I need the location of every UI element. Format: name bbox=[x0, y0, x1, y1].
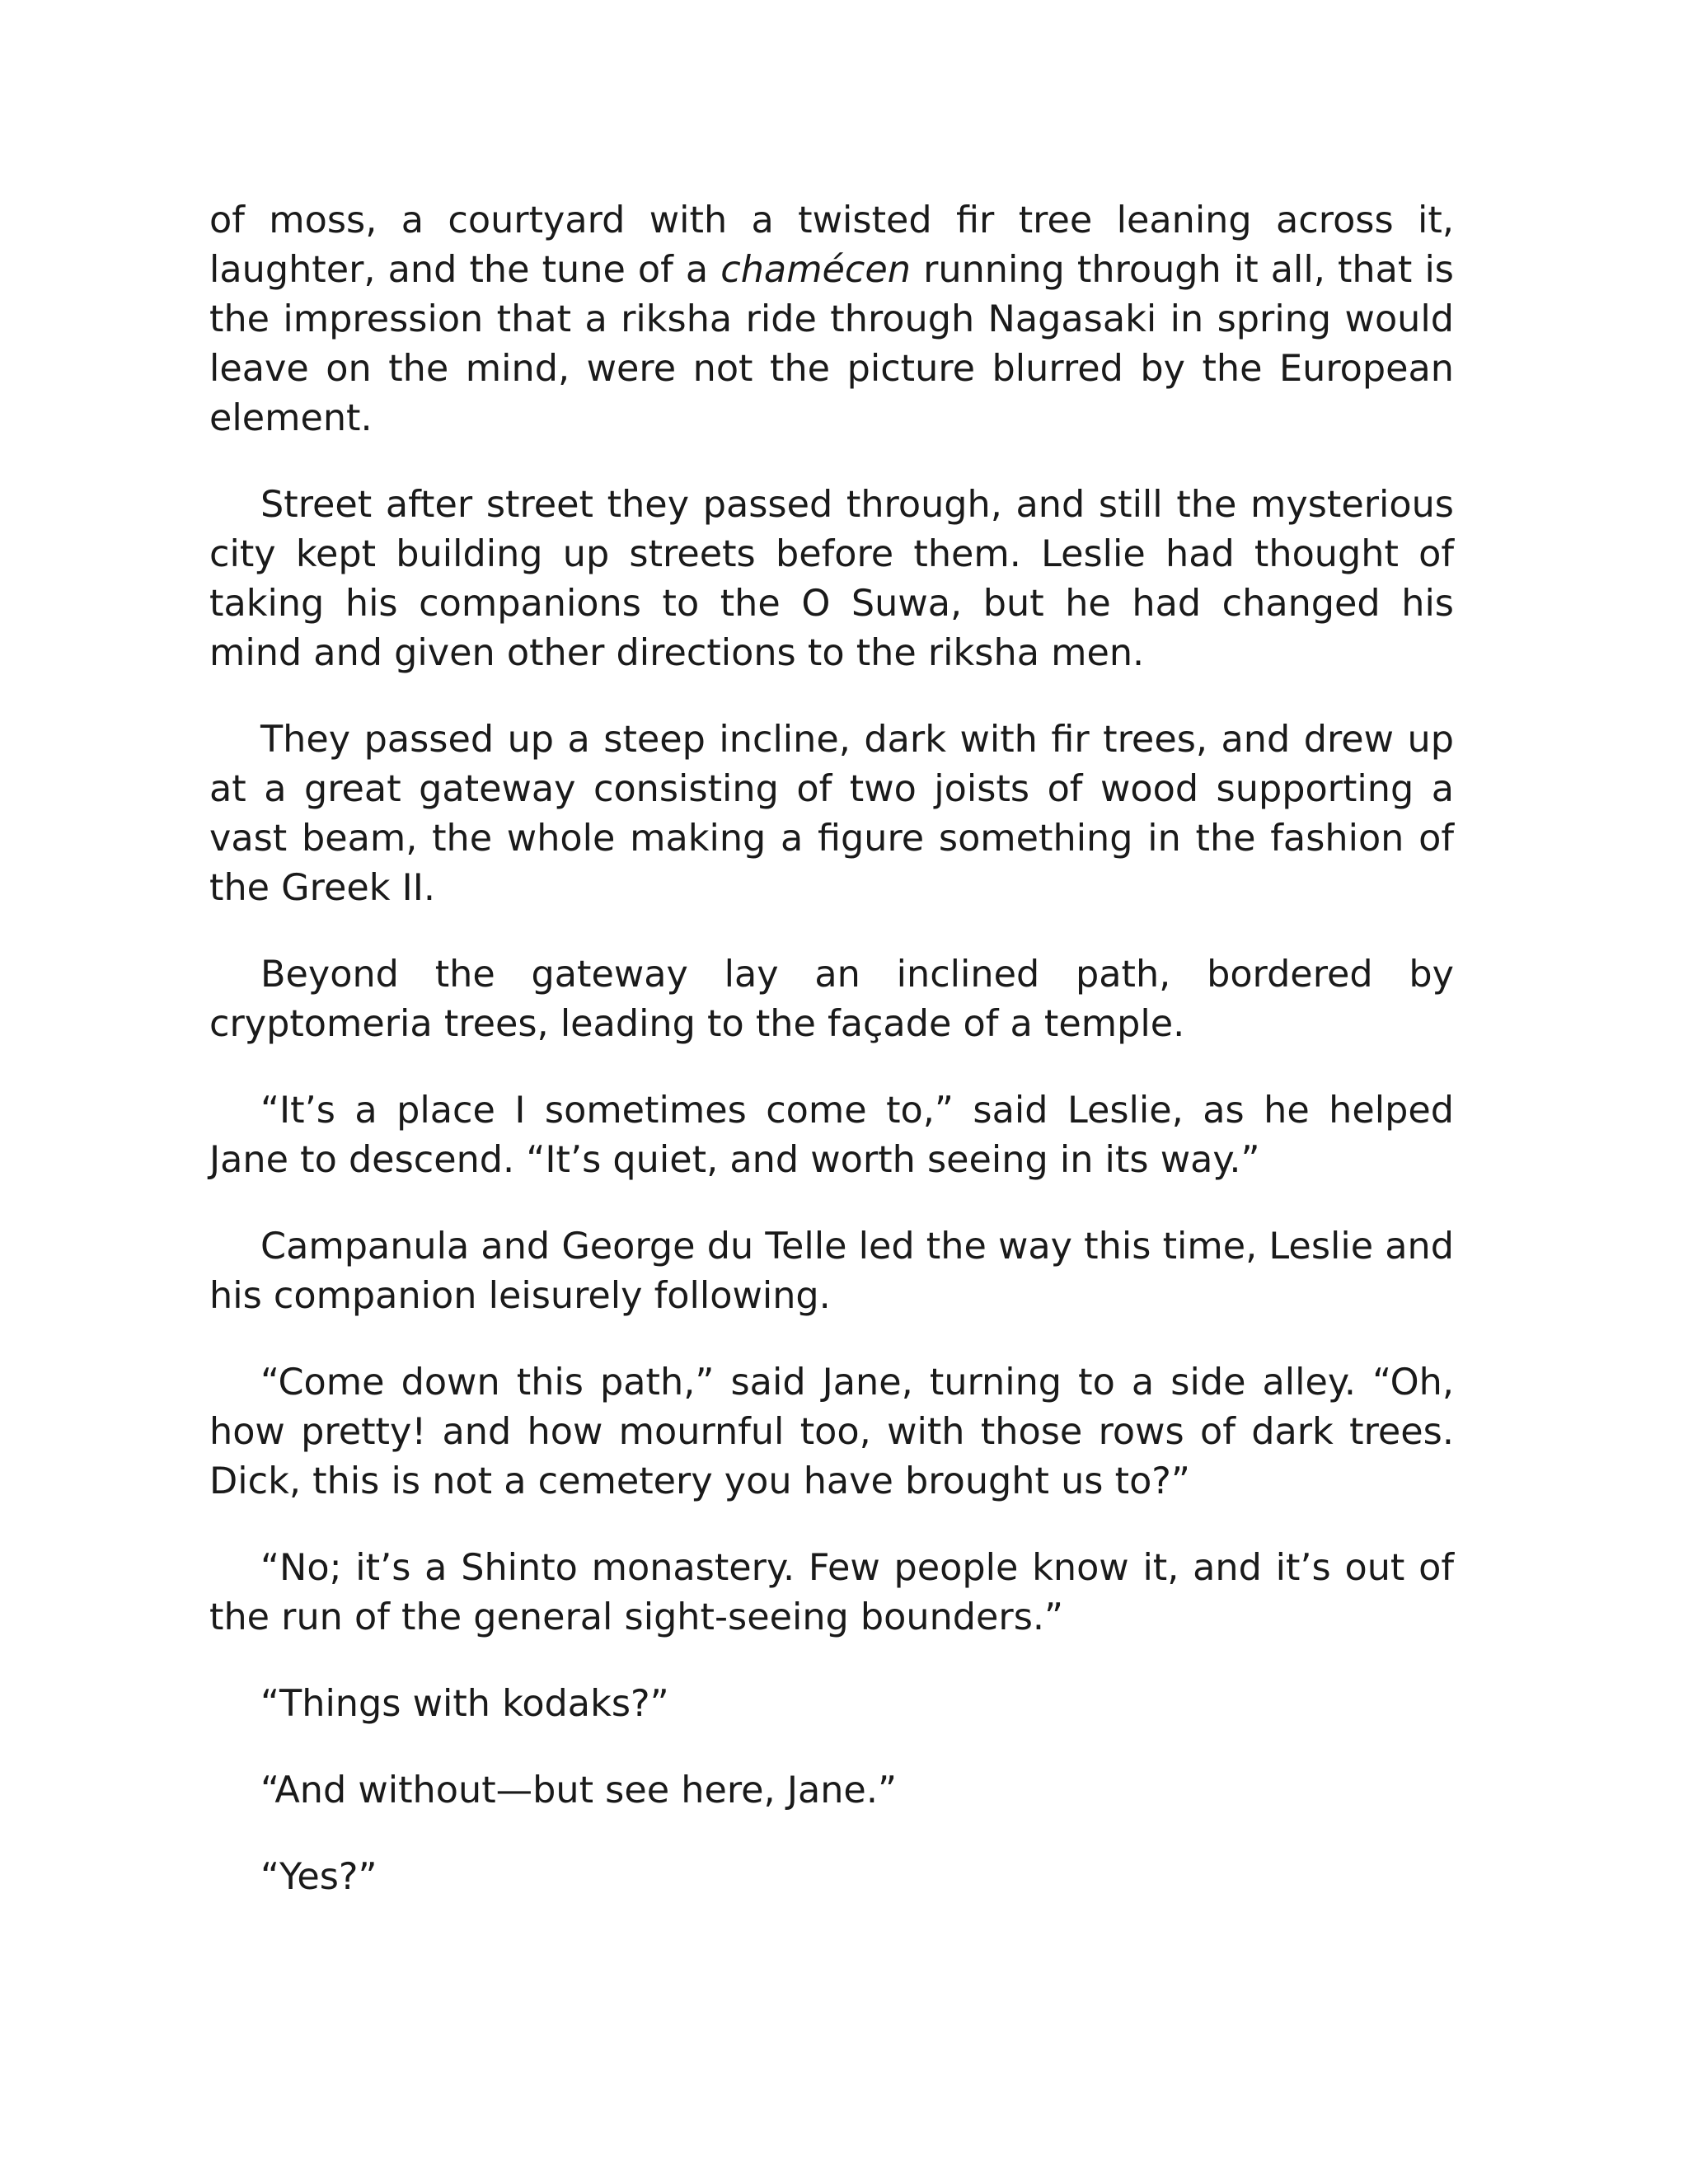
paragraph-10: “And without—but see here, Jane.” bbox=[260, 1769, 898, 1811]
paragraph-5: “It’s a place I sometimes come to,” said Leslie, as he helped Jane to descend. “It’s quiet, and worth seeing in its way.” bbox=[209, 1090, 1454, 1181]
paragraph-11: “Yes?” bbox=[260, 1856, 377, 1898]
paragraph-7: “Come down this path,” said Jane, turning to a side alley. “Oh, how pretty! and how mournful too, with those rows of dark trees. Dick, this is not a cemetery you have brought us to?” bbox=[209, 1361, 1454, 1502]
paragraph-3: They passed up a steep incline, dark with fir trees, and drew up at a great gateway consisting of two joists of wood supporting a vast beam, the whole making a figure something in the fashion of the Greek II. bbox=[209, 719, 1454, 909]
paragraph-1-before: of moss, a courtyard with a twisted fir tree leaning across it, laughter, and the tune of a bbox=[209, 199, 1454, 291]
paragraph-1-after: running through it all, that is the impression that a riksha ride through Nagasaki in spring would leave on the mind, were not the picture blurred by the European element. bbox=[209, 249, 1454, 439]
paragraph-8: “No; it’s a Shinto monastery. Few people know it, and it’s out of the run of the general sight-seeing bounders.” bbox=[209, 1547, 1454, 1638]
paragraph-1-italic-word: chamécen bbox=[720, 249, 911, 291]
paragraph-2: Street after street they passed through, and still the mysterious city kept building up streets before them. Leslie had thought of taking his companions to the O Suwa, but he had changed his mind and given other directions to the riksha men. bbox=[209, 484, 1454, 674]
paragraph-4: Beyond the gateway lay an inclined path, bordered by cryptomeria trees, leading to the façade of a temple. bbox=[209, 954, 1454, 1045]
paragraph-1 bbox=[209, 196, 1454, 443]
paragraph-9: “Things with kodaks?” bbox=[260, 1683, 669, 1725]
paragraph-6: Campanula and George du Telle led the way this time, Leslie and his companion leisurely following. bbox=[209, 1226, 1454, 1317]
page-text bbox=[209, 196, 1454, 1902]
